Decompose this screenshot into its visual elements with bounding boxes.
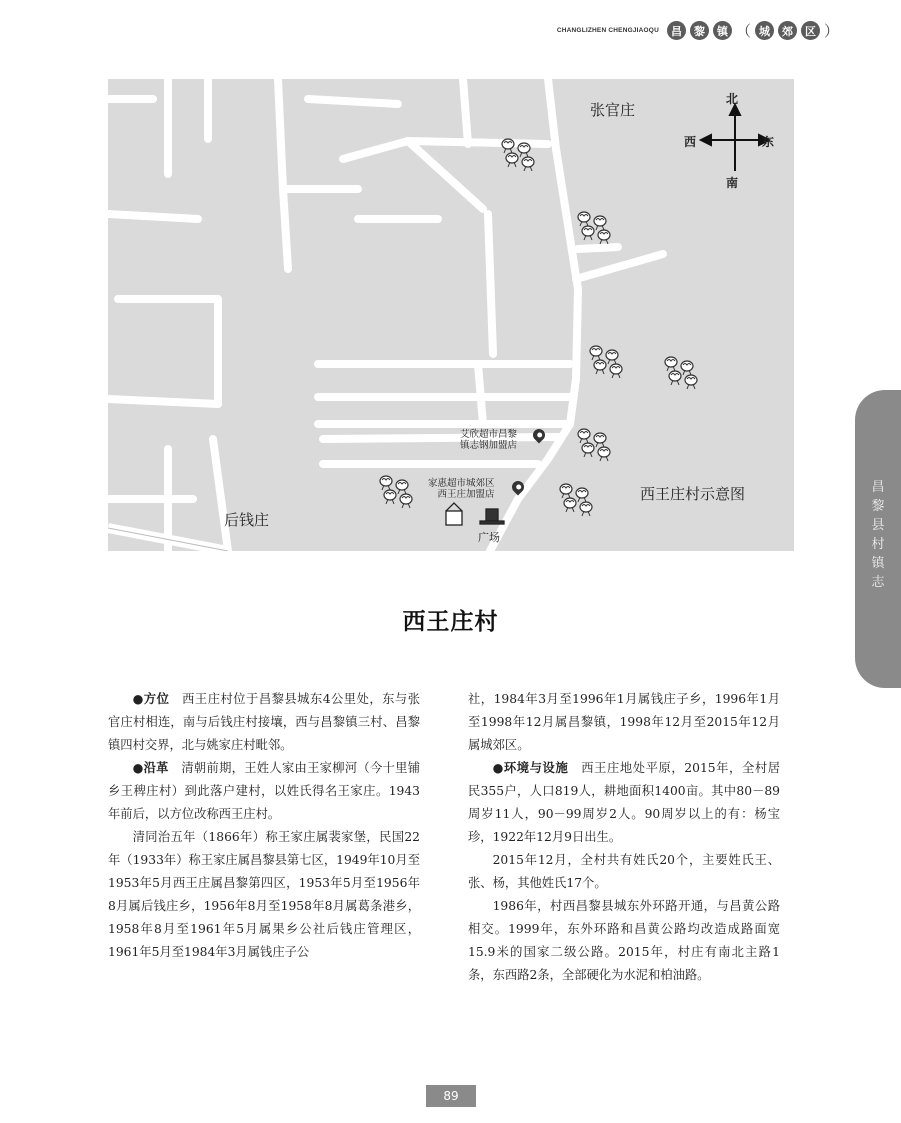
village-map	[108, 79, 794, 551]
store-label-jiahui	[428, 478, 495, 500]
text-column-left	[108, 688, 420, 964]
header-char-qu: 区	[801, 21, 820, 40]
header-char-chang: 昌	[667, 21, 686, 40]
paragraph-history: ●沿革 清朝前期，王姓人家由王家柳河（今十里铺乡王稗庄村）到此落户建村，以姓氏得名王家庄。1943年前后，以方位改称西王庄村。	[108, 761, 420, 821]
store-aixin-line1: 艾欣超市昌黎	[460, 429, 518, 440]
heading-history: ●沿革	[132, 761, 169, 775]
compass-north: 北	[726, 92, 739, 106]
store-label-aixin	[460, 429, 517, 451]
paragraph-location: ●方位 西王庄村位于昌黎县城东4公里处，东与张官庄村相连，南与后钱庄村接壤，西与昌黎镇三村、昌黎镇四村交界，北与姚家庄村毗邻。	[108, 692, 421, 752]
header-paren-open: （	[735, 22, 751, 40]
paragraph-roads: 1986年，村西昌黎县城东外环路开通，与昌黄公路相交。1999年，东外环路和昌黄公路均改造成路面宽15.9米的国家二级公路。2015年，村庄有南北主路1条，东西路2条，全部硬化为水泥和柏油路。	[468, 899, 780, 982]
compass-south: 南	[726, 176, 739, 190]
header-char-zhen: 镇	[713, 21, 732, 40]
heading-location: ●方位	[132, 692, 170, 706]
side-tab	[855, 390, 901, 688]
store-jiahui-line2: 西王庄加盟店	[437, 489, 495, 500]
paragraph-environment: ●环境与设施 西王庄地处平原，2015年，全村居民355户，人口819人，耕地面积1400亩。其中80－89周岁11人，90－99周岁2人。90周岁以上的有：杨宝珍，1922年12月9日出生。	[468, 761, 781, 844]
header-paren-close: ）	[823, 22, 839, 40]
paragraph-history-continued: 社，1984年3月至1996年1月属钱庄子乡，1996年1月至1998年12月属昌黎镇，1998年12月至2015年12月属城郊区。	[468, 692, 780, 752]
paragraph-surnames: 2015年12月，全村共有姓氏20个，主要姓氏王、张、杨，其他姓氏17个。	[468, 853, 780, 890]
page-number: 89	[426, 1085, 476, 1107]
header-char-jiao: 郊	[778, 21, 797, 40]
paragraph-history-detail: 清同治五年（1866年）称王家庄属裴家堡，民国22年（1933年）称王家庄属昌黎县第七区，1949年10月至1953年5月西王庄属昌黎第四区，1953年5月至1956年8月属后钱庄乡，1956年8月至1958年8月属葛条港乡，1958年8月至1961年5月属果乡公社后钱庄管理区，1961年5月至1984年3月属钱庄子公	[108, 830, 420, 959]
store-jiahui-line1: 家惠超市城郊区	[428, 478, 495, 489]
header-char-li: 黎	[690, 21, 709, 40]
heading-environment: ●环境与设施	[492, 761, 569, 775]
store-aixin-line2: 镇志钢加盟店	[460, 440, 518, 451]
header-char-cheng: 城	[755, 21, 774, 40]
side-tab-text: 昌黎县村镇志	[871, 480, 885, 590]
map-label-plaza: 广场	[478, 531, 500, 544]
compass-east: 东	[762, 135, 775, 149]
running-header	[557, 20, 839, 41]
article-title: 西王庄村	[402, 609, 499, 635]
header-pinyin: CHANGLIZHEN CHENGJIAOQU	[556, 27, 659, 34]
map-title: 西王庄村示意图	[640, 485, 746, 503]
compass-west: 西	[684, 135, 697, 149]
map-label-zhangguanzhuang: 张官庄	[590, 101, 636, 119]
map-label-houqianzhuang: 后钱庄	[224, 511, 270, 529]
text-column-right	[468, 688, 780, 987]
